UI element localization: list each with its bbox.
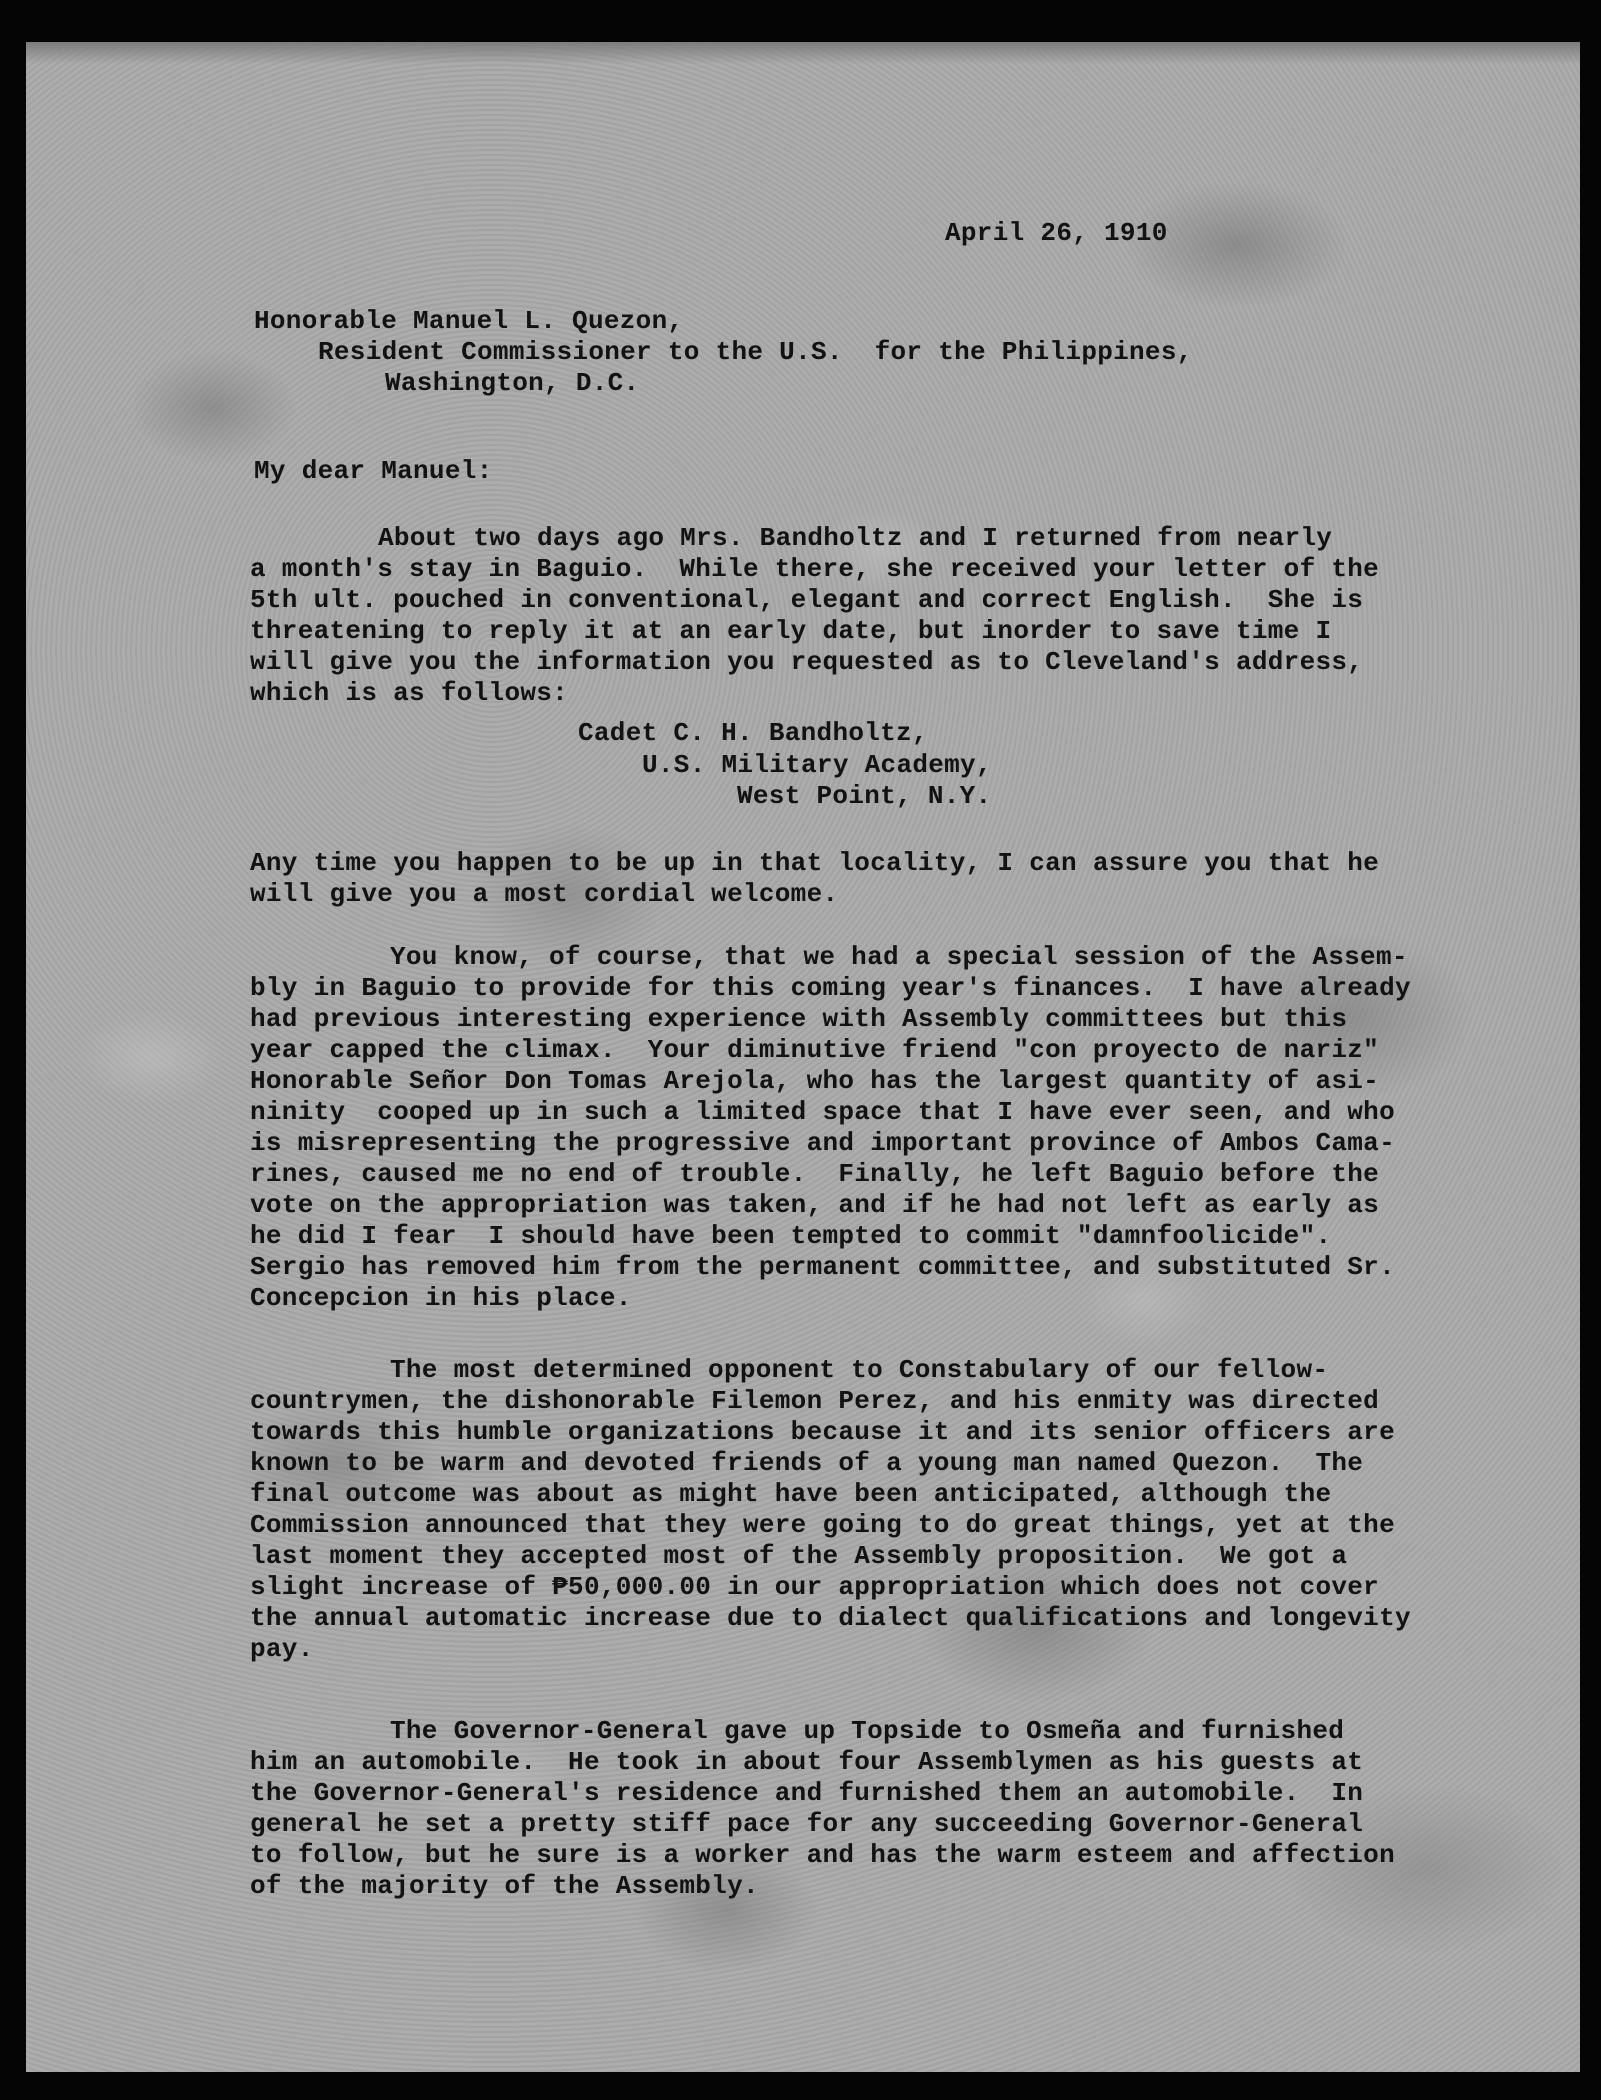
paragraph-3 [250, 942, 1420, 1314]
paragraph-line: bly in Baguio to provide for this coming year's finances. I have already [250, 973, 1411, 1003]
paragraph-line: the annual automatic increase due to dialect qualifications and longevity [250, 1603, 1411, 1633]
letter-date: April 26, 1910 [945, 218, 1168, 248]
page-edge-shadow [26, 42, 1580, 64]
paragraph-line: rines, caused me no end of trouble. Finally, he left Baguio before the [250, 1159, 1380, 1189]
paragraph-5 [250, 1716, 1420, 1902]
paragraph-line: a month's stay in Baguio. While there, she received your letter of the [250, 554, 1380, 584]
paragraph-line: will give you the information you requested as to Cleveland's address, [250, 647, 1364, 677]
paragraph-line: Concepcion in his place. [250, 1283, 632, 1313]
cadet-address-line-3: West Point, N.Y. [737, 781, 992, 811]
paragraph-line: Commission announced that they were going to do great things, yet at the [250, 1510, 1395, 1540]
salutation: My dear Manuel: [254, 456, 493, 486]
address-line-1: Honorable Manuel L. Quezon, [254, 306, 684, 336]
paragraph-line: Sergio has removed him from the permanent committee, and substituted Sr. [250, 1252, 1395, 1282]
paragraph-line: will give you a most cordial welcome. [250, 879, 839, 909]
paragraph-1 [250, 523, 1420, 709]
paragraph-line: is misrepresenting the progressive and important province of Ambos Cama- [250, 1128, 1395, 1158]
paragraph-line: the Governor-General's residence and furnished them an automobile. In [250, 1778, 1364, 1808]
paragraph-line: vote on the appropriation was taken, and if he had not left as early as [250, 1190, 1380, 1220]
paragraph-line: known to be warm and devoted friends of a young man named Quezon. The [250, 1448, 1364, 1478]
address-line-2: Resident Commissioner to the U.S. for the Philippines, [318, 337, 1193, 367]
paragraph-line: countrymen, the dishonorable Filemon Perez, and his enmity was directed [250, 1386, 1380, 1416]
paragraph-line: had previous interesting experience with Assembly committees but this [250, 1004, 1348, 1034]
cadet-address-line-2: U.S. Military Academy, [642, 750, 992, 780]
paragraph-line: The Governor-General gave up Topside to Osmeña and furnished [390, 1716, 1345, 1746]
paragraph-line: 5th ult. pouched in conventional, elegant and correct English. She is [250, 585, 1364, 615]
paragraph-2 [250, 848, 1420, 910]
paragraph-line: The most determined opponent to Constabulary of our fellow- [390, 1355, 1329, 1385]
paragraph-line: Honorable Señor Don Tomas Arejola, who has the largest quantity of asi- [250, 1066, 1380, 1096]
paragraph-line: of the majority of the Assembly. [250, 1871, 759, 1901]
paragraph-line: final outcome was about as might have been anticipated, although the [250, 1479, 1332, 1509]
cadet-address-line-1: Cadet C. H. Bandholtz, [578, 718, 928, 748]
paragraph-line: towards this humble organizations because it and its senior officers are [250, 1417, 1395, 1447]
paragraph-line: to follow, but he sure is a worker and has the warm esteem and affection [250, 1840, 1395, 1870]
paragraph-line: pay. [250, 1634, 314, 1664]
paragraph-line: About two days ago Mrs. Bandholtz and I returned from nearly [378, 523, 1333, 553]
paragraph-line: last moment they accepted most of the Assembly proposition. We got a [250, 1541, 1348, 1571]
paragraph-4 [250, 1355, 1420, 1665]
paragraph-line: Any time you happen to be up in that locality, I can assure you that he [250, 848, 1380, 878]
paragraph-line: slight increase of ₱50,000.00 in our appropriation which does not cover [250, 1572, 1380, 1602]
paragraph-line: which is as follows: [250, 678, 569, 708]
address-line-3: Washington, D.C. [385, 368, 640, 398]
paragraph-line: year capped the climax. Your diminutive friend "con proyecto de nariz" [250, 1035, 1380, 1065]
paragraph-line: general he set a pretty stiff pace for any succeeding Governor-General [250, 1809, 1364, 1839]
paragraph-line: You know, of course, that we had a special session of the Assem- [390, 942, 1408, 972]
paragraph-line: him an automobile. He took in about four Assemblymen as his guests at [250, 1747, 1364, 1777]
paragraph-line: threatening to reply it at an early date, but inorder to save time I [250, 616, 1332, 646]
paragraph-line: ninity cooped up in such a limited space that I have ever seen, and who [250, 1097, 1395, 1127]
paragraph-line: he did I fear I should have been tempted to commit "damnfoolicide". [250, 1221, 1332, 1251]
